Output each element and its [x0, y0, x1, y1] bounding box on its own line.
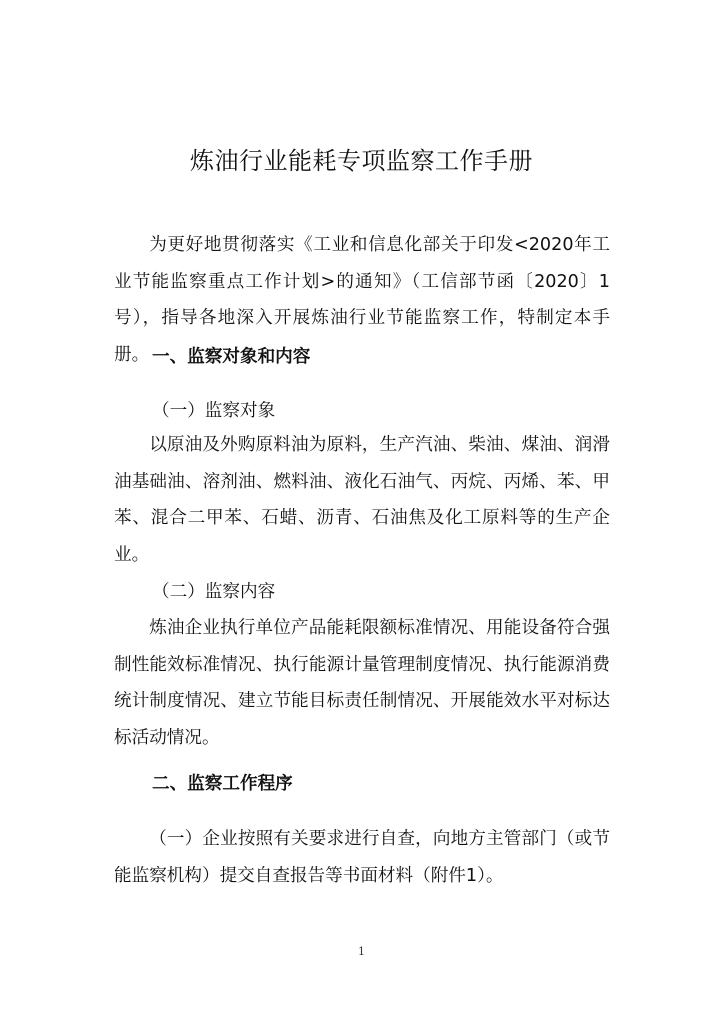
subsection-text-2: 炼油企业执行单位产品能耗限额标准情况、用能设备符合强制性能效标准情况、执行能源计量管理制度情况、执行能源消费统计制度情况、建立节能目标责任制情况、开展能效水平对标达标活动情况。	[114, 618, 610, 748]
document-title: 炼油行业能耗专项监察工作手册	[190, 147, 533, 175]
section-heading-1: 一、监察对象和内容	[152, 347, 311, 367]
procedure-item-1: （一）企业按照有关要求进行自查，向地方主管部门（或节能监察机构）提交自查报告等书面材料（附件1）。	[114, 829, 610, 886]
section-heading-2: 二、监察工作程序	[152, 774, 293, 794]
subsection-heading-2: （二）监察内容	[152, 582, 276, 602]
intro-paragraph: 为更好地贯彻落实《工业和信息化部关于印发<2020年工业节能监察重点工作计划>的通知》（工信部节函〔2020〕1号），指导各地深入开展炼油行业节能监察工作，特制定本手册。	[114, 235, 610, 365]
subsection-text-1: 以原油及外购原料油为原料，生产汽油、柴油、煤油、润滑油基础油、溶剂油、燃料油、液化石油气、丙烷、丙烯、苯、甲苯、混合二甲苯、石蜡、沥青、石油焦及化工原料等的生产企业。	[114, 435, 610, 565]
subsection-heading-1: （一）监察对象	[152, 401, 276, 421]
page-number: 1	[358, 945, 365, 958]
